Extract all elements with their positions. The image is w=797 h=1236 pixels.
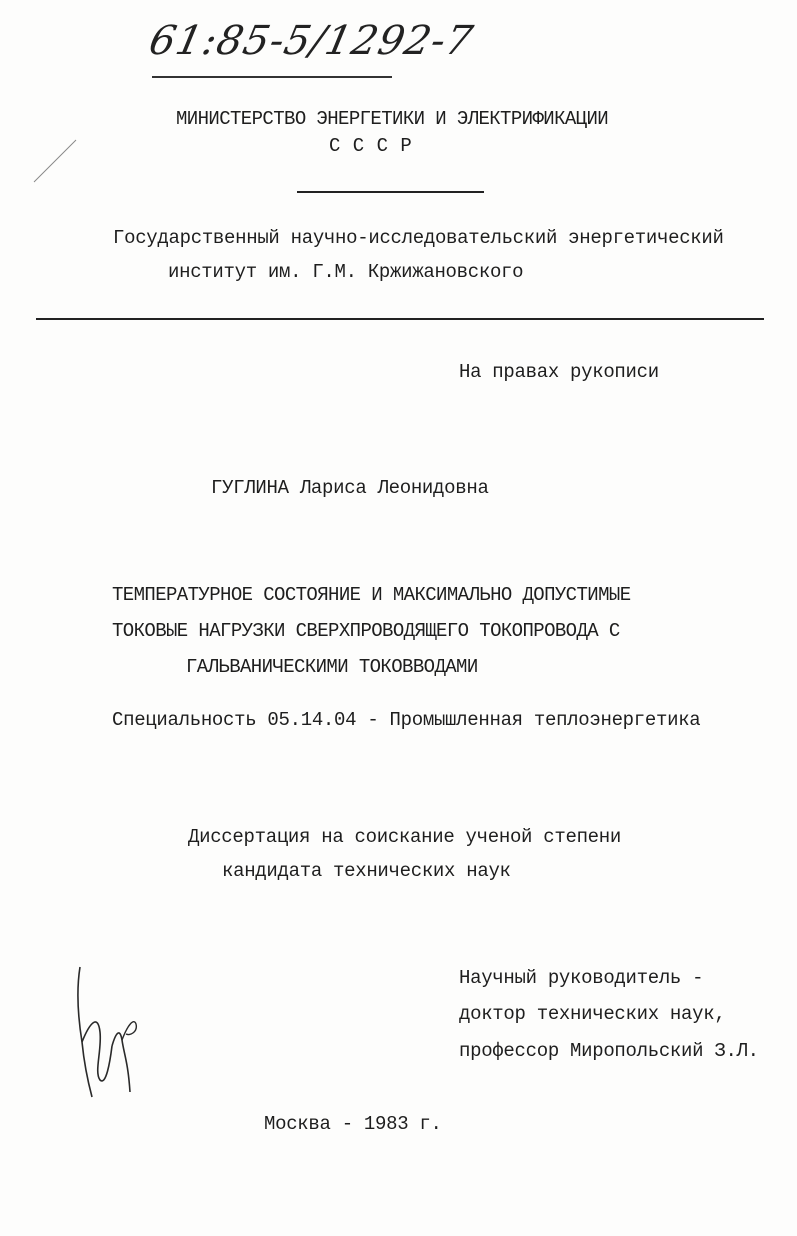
handwritten-catalog-number: 61:85-5/1292-7: [145, 18, 478, 64]
ministry-name: МИНИСТЕРСТВО ЭНЕРГЕТИКИ И ЭЛЕКТРИФИКАЦИИ: [176, 108, 609, 130]
divider-short: [297, 191, 484, 193]
handwritten-underline: [152, 76, 392, 78]
pencil-mark-icon: [30, 138, 80, 184]
signature-icon: [70, 962, 160, 1102]
supervisor-line1: Научный руководитель -: [459, 967, 704, 989]
place-and-year: Москва - 1983 г.: [264, 1113, 442, 1135]
supervisor-line2: доктор технических наук,: [459, 1003, 726, 1025]
author-name: ГУГЛИНА Лариса Леонидовна: [211, 477, 489, 499]
institute-name-line1: Государственный научно-исследовательский энергетический: [113, 227, 724, 249]
degree-line2: кандидата технических наук: [222, 860, 511, 882]
supervisor-line3: профессор Миропольский З.Л.: [459, 1040, 759, 1062]
title-line1: ТЕМПЕРАТУРНОЕ СОСТОЯНИЕ И МАКСИМАЛЬНО ДОПУСТИМЫЕ: [112, 584, 631, 606]
manuscript-note: На правах рукописи: [459, 361, 659, 383]
institute-name-line2: институт им. Г.М. Кржижановского: [168, 261, 524, 283]
divider-long: [36, 318, 764, 320]
specialty: Специальность 05.14.04 - Промышленная теплоэнергетика: [112, 709, 701, 731]
degree-line1: Диссертация на соискание ученой степени: [188, 826, 621, 848]
country-name: С С С Р: [329, 135, 413, 157]
title-line3: ГАЛЬВАНИЧЕСКИМИ ТОКОВВОДАМИ: [186, 656, 478, 678]
title-line2: ТОКОВЫЕ НАГРУЗКИ СВЕРХПРОВОДЯЩЕГО ТОКОПРОВОДА С: [112, 620, 620, 642]
